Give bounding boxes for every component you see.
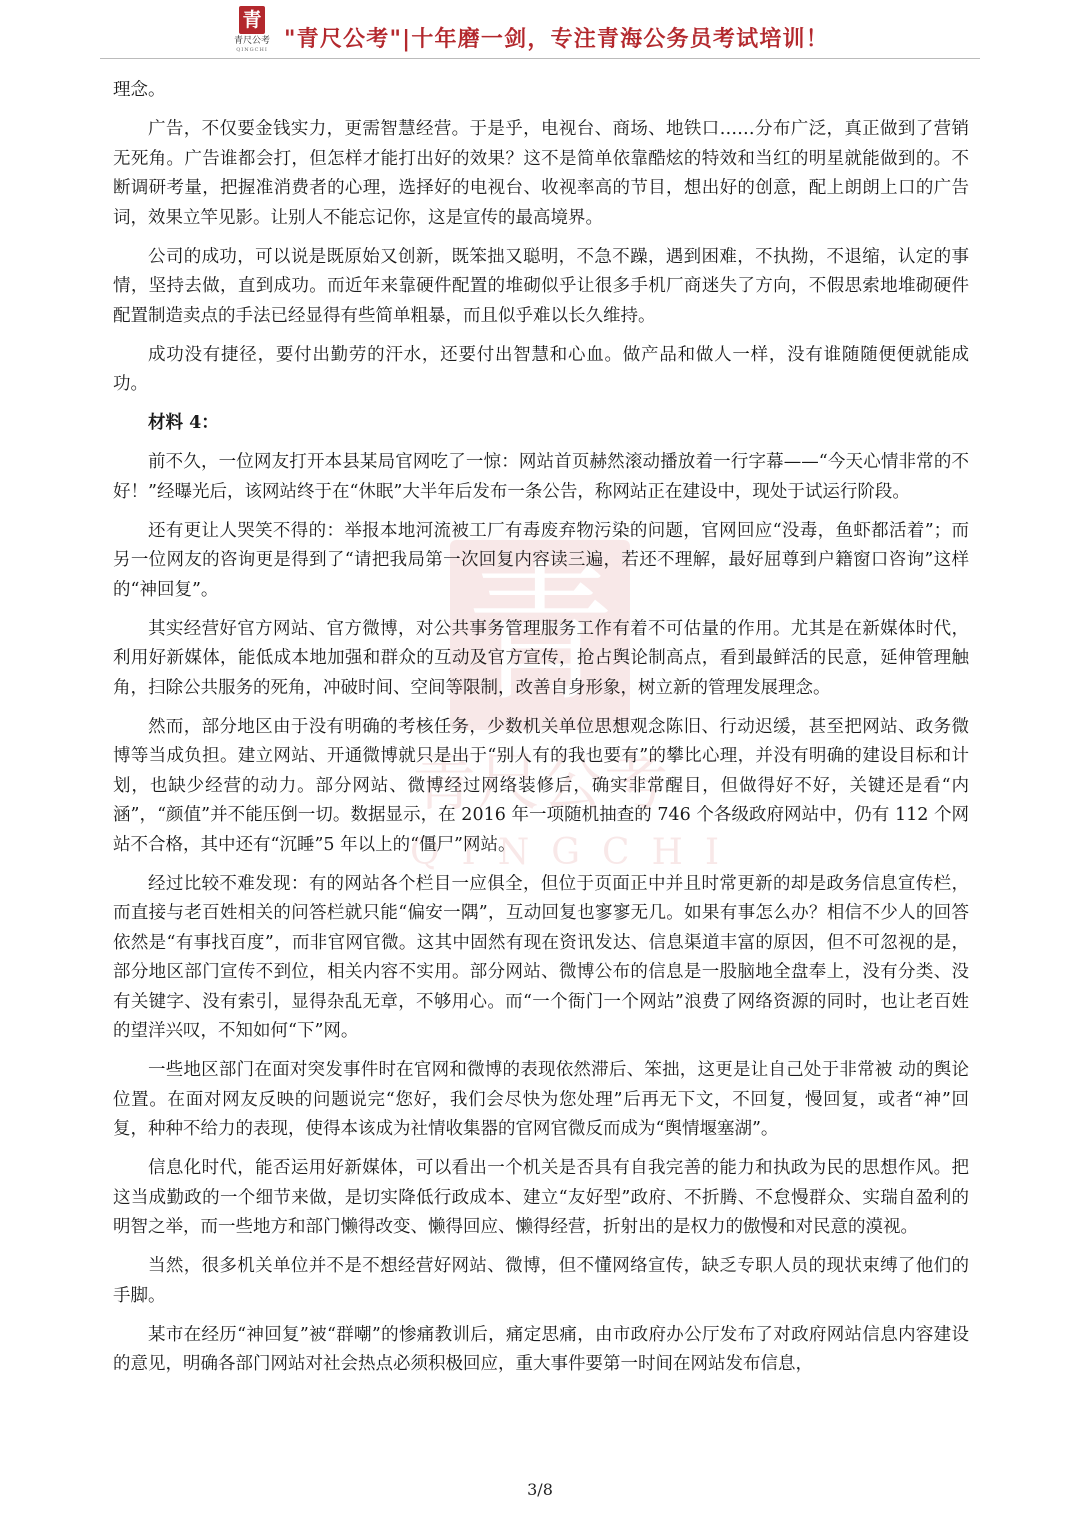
document-body: [113, 76, 969, 1389]
paragraph: 当然，很多机关单位并不是不想经营好网站、微博，但不懂网络宣传，缺乏专职人员的现状束缚了他们的手脚。: [113, 1256, 969, 1306]
header-slogan: "青尺公考"|十年磨一剑，专注青海公务员考试培训！: [284, 26, 829, 52]
logo-pinyin: QINGCHI: [236, 47, 268, 53]
paragraph: 信息化时代，能否运用好新媒体，可以看出一个机关是否具有自我完善的能力和执政为民的思想作风。把这当成勤政的一个细节来做，是切实降低行政成本、建立“友好型”政府、不折腾、不怠慢群众、实瑞自盈利的明智之举，而一些地方和部门懒得改变、懒得回应、懒得经营，折射出的是权力的傲慢和对民意的漠视。: [113, 1158, 969, 1237]
paragraph: 前不久，一位网友打开本县某局官网吃了一惊：网站首页赫然滚动播放着一行字幕——“今天心情非常的不好！”经曝光后，该网站终于在“休眠”大半年后发布一条公告，称网站正在建设中，现处于试运行阶段。: [113, 452, 969, 502]
brand-logo: [229, 6, 275, 54]
watermark-pinyin: QINGCHI: [410, 832, 742, 873]
logo-name: 青尺公考: [233, 36, 270, 46]
paragraph: 还有更让人哭笑不得的：举报本地河流被工厂有毒废弃物污染的问题，官网回应“没毒，鱼虾都活着”；而另一位网友的咨询更是得到了“请把我局第一次回复内容读三遍，若还不理解，最好屈尊到户籍窗口咨询”这样的“神回复”。: [113, 520, 969, 600]
paragraph: 公司的成功，可以说是既原始又创新，既笨拙又聪明，不急不躁，遇到困难，不执拗，不退缩，认定的事情，坚持去做，直到成功。而近年来靠硬件配置的堆砌似乎让很多手机厂商迷失了方向，不假思索地堆砌硬件配置制造卖点的手法已经显得有些简单粗暴，而且似乎难以长久维持。: [113, 246, 969, 326]
paragraph: 经过比较不难发现：有的网站各个栏目一应俱全，但位于页面正中并且时常更新的却是政务信息宣传栏，而直接与老百姓相关的问答栏就只能“偏安一隅”，互动回复也寥寥无几。如果有事怎么办？相信不少人的回答依然是“有事找百度”，而非官网官微。这其中固然有现在资讯发达、信息渠道丰富的原因，但不可忽视的是，部分地区部门宣传不到位，相关内容不实用。部分网站、微博公布的信息是一股脑地全盘奉上，没有分类、没有关键字、没有索引，显得杂乱无章，不够用心。而“一个衙门一个网站”浪费了网络资源的同时，也让老百姓的望洋兴叹，不知如何“下”网。: [113, 873, 969, 1041]
paragraph: 其实经营好官方网站、官方微博，对公共事务管理服务工作有着不可估量的作用。尤其是在新媒体时代，利用好新媒体，能低成本地加强和群众的互动及官方宣传，抢占舆论制高点，看到最鲜活的民意，延伸管理触角，扫除公共服务的死角，冲破时间、空间等限制，改善自身形象，树立新的管理发展理念。: [113, 618, 969, 698]
paragraph: 成功没有捷径，要付出勤劳的汗水，还要付出智慧和心血。做产品和做人一样，没有谁随随便便就能成功。: [113, 344, 969, 394]
paragraph: 然而，部分地区由于没有明确的考核任务，少数机关单位思想观念陈旧、行动迟缓，甚至把网站、政务微博等当成负担。建立网站、开通微博就只是出于“别人有的我也要有”的攀比心理，并没有明确的建设目标和计划，也缺少经营的动力。部分网站、微博经过网络装修后，确实非常醒目，但做得好不好，关键还是看“内涵”，“颜值”并不能压倒一切。数据显示，在 2016 年一项随机抽查的 746 个各级政府网站中，仍有 112 个网站不合格，其中还有“沉睡”5 年以上的“僵尸”网站。: [113, 716, 969, 855]
logo-seal-icon: 青: [239, 6, 265, 34]
paragraph: 某市在经历“神回复”被“群嘲”的惨痛教训后，痛定思痛，由市政府办公厅发布了对政府网站信息内容建设的意见，明确各部门网站对社会热点必须积极回应，重大事件要第一时间在网站发布信息，: [113, 1324, 969, 1374]
page-number: 3/8: [527, 1480, 553, 1499]
watermark-name: 青尺公考: [412, 746, 668, 820]
paragraph: 一些地区部门在面对突发事件时在官网和微博的表现依然滞后、笨拙，这更是让自己处于非常被 动的舆论位置。在面对网友反映的问题说完“您好，我们会尽快为您处理”后再无下文，不回复，慢回复，或者“神”回复，种种不给力的表现，使得本该成为社情收集器的官网官微反而成为“舆情堰塞湖”。: [113, 1060, 969, 1139]
watermark-seal-icon: 青: [450, 540, 630, 730]
page-header: [0, 0, 1080, 60]
paragraph: 广告，不仅要金钱实力，更需智慧经营。于是乎，电视台、商场、地铁口……分布广泛，真正做到了营销无死角。广告谁都会打，但怎样才能打出好的效果？这不是简单依靠酷炫的特效和当红的明星就能做到的。不断调研考量，把握准消费者的心理，选择好的电视台、收视率高的节目，想出好的创意，配上朗朗上口的广告词，效果立竿见影。让别人不能忘记你，这是宣传的最高境界。: [113, 119, 969, 228]
material-heading: 材料 4：: [148, 413, 219, 433]
header-divider: [100, 58, 980, 59]
paragraph-continued: 理念。: [113, 80, 166, 100]
